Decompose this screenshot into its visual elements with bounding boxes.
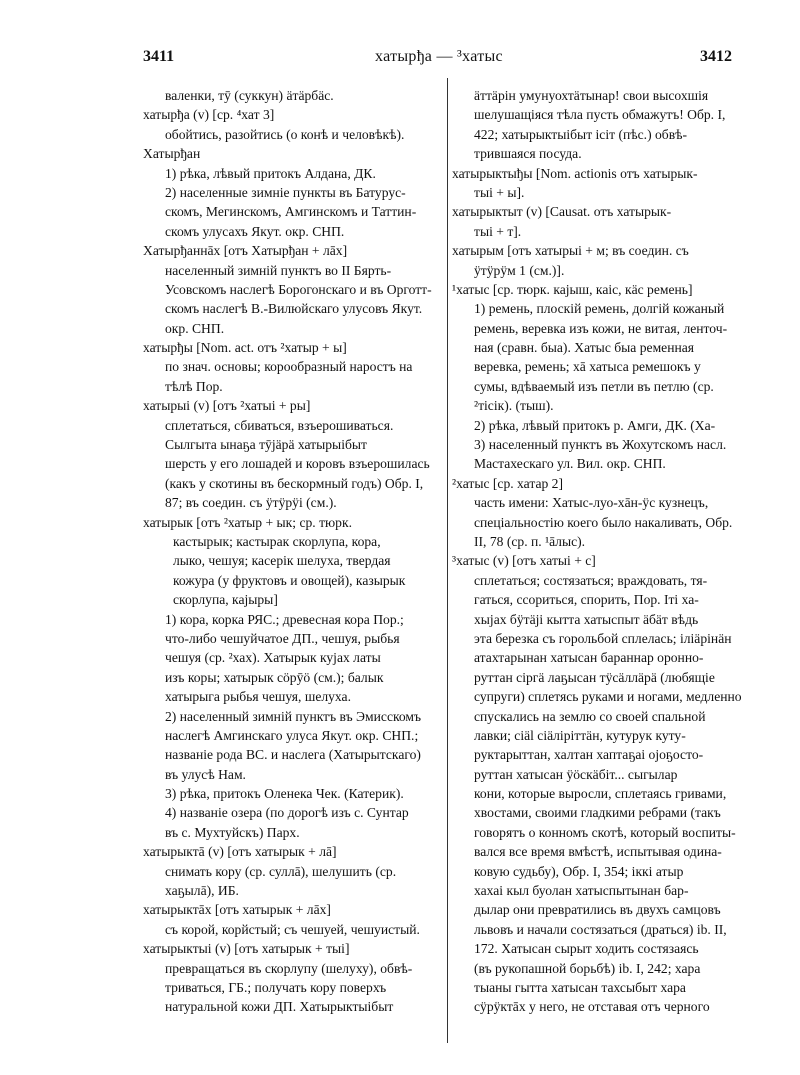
- entry-headword-line: хатырыктыђы [Nom. actionis отъ хатырык-: [452, 165, 698, 181]
- entry-text-line: атахтарынан хатысан бараннар оронно-: [474, 650, 704, 666]
- entry-text-line: по знач. основы; корообразный наростъ на: [165, 359, 413, 375]
- entry-headword-line: Хатырђан: [143, 146, 201, 162]
- entry-text-line: 422; хатырыктыібыт ісіт (пѣс.) обвѣ-: [474, 126, 688, 142]
- entry-text-line: хвостами, своими гладкими ребрами (такъ: [474, 805, 721, 821]
- entry-text-line: (въ рукопашной борьбѣ) ib. I, 242; хара: [474, 960, 701, 976]
- entry-text-line: 2) населенные зимніе пункты въ Батурус-: [165, 184, 406, 200]
- entry-headword-line: хатырђа (v) [ср. ⁴хат 3]: [143, 107, 275, 123]
- entry-text-line: ӱтӱрӱм 1 (см.)].: [474, 262, 565, 278]
- entry-text-line: 2) населенный зимній пунктъ въ Эмисскомъ: [165, 708, 422, 724]
- entry-text-line: руттан хатысан ӱӧскӓбіт... сыгылар: [474, 766, 678, 782]
- entry-text-line: говорятъ о конномъ скотѣ, который воспиты-: [474, 824, 736, 840]
- entry-headword-line: хатырым [отъ хатырыі + м; въ соедин. съ: [452, 243, 689, 259]
- entry-text-line: вался все время вмѣстѣ, испытывая одина-: [474, 844, 722, 860]
- entry-text-line: дылар они превратились въ двухъ самцовъ: [474, 902, 721, 918]
- entry-text-line: львовъ и начали состязаться (драться) ib. II,: [474, 921, 727, 937]
- entry-headword-line: ³хатыс (v) [отъ хатыі + с]: [452, 553, 596, 569]
- entry-text-line: 2) рѣка, лѣвый притокъ р. Амги, ДК. (Ха-: [474, 417, 716, 433]
- entry-text-line: хатырыга рыбья чешуя, шелуха.: [165, 689, 351, 705]
- entry-text-line: спеціальностію коего было накаливать, Обр.: [474, 514, 733, 530]
- entry-text-line: что-либо чешуйчатое ДП., чешуя, рыбья: [165, 630, 400, 646]
- entry-headword-line: хатырыі (v) [отъ ²хатыі + ры]: [143, 398, 311, 414]
- entry-headword-line: хатырыктā (v) [отъ хатырык + лā]: [143, 844, 337, 860]
- entry-text-line: лыко, чешуя; касерік шелуха, твердая: [173, 553, 391, 569]
- entry-text-line: тѣлѣ Пор.: [165, 378, 223, 394]
- page-number-right: 3412: [700, 48, 732, 65]
- entry-text-line: снимать кору (ср. суллā), шелушить (ср.: [165, 863, 397, 879]
- entry-text-line: 1) рѣка, лѣвый притокъ Алдана, ДК.: [165, 165, 376, 181]
- entry-text-line: тыі + т].: [474, 223, 522, 239]
- entry-text-line: хыјах бӱтӓјі кытта хатыспыт ӓбӓт вѣдь: [474, 611, 699, 627]
- entry-text-line: ремень, веревка изъ кожи, не витая, ленточ-: [474, 320, 728, 336]
- entry-text-line: сплетаться; состязаться; враждовать, тя-: [474, 572, 708, 588]
- entry-text-line: изъ коры; хатырык сӧрӯӧ (см.); балык: [165, 669, 384, 685]
- entry-text-line: скомъ наслегѣ В.-Вилюйскаго улусовъ Якут.: [165, 301, 423, 317]
- entry-text-line: трившаяся посуда.: [474, 146, 582, 162]
- entry-text-line: наслегѣ Амгинскаго улуса Якут. окр. СНП.;: [165, 727, 419, 743]
- entry-text-line: ²тісік). (тыш).: [474, 398, 554, 414]
- entry-text-line: окр. СНП.: [165, 320, 225, 336]
- entry-text-line: 87; въ соедин. съ ӱтӱрӱі (см.).: [165, 495, 337, 511]
- entry-text-line: скомъ улусахъ Якут. окр. СНП.: [165, 223, 345, 239]
- entry-text-line: кастырык; кастырак скорлупа, кора,: [173, 533, 381, 549]
- entry-text-line: 3) населенный пунктъ въ Жохутскомъ насл.: [474, 437, 727, 453]
- entry-headword-line: ¹хатыс [ср. тюрк. кајыш, каіс, кӓс ремень]: [452, 281, 693, 297]
- entry-text-line: превращаться въ скорлупу (шелуху), обвѣ-: [165, 960, 413, 976]
- entry-headword-line: хатырыктыі (v) [отъ хатырык + тыі]: [143, 941, 350, 957]
- entry-headword-line: хатырђы [Nom. act. отъ ²хатыр + ы]: [143, 340, 347, 356]
- page-number-left: 3411: [143, 48, 175, 65]
- entry-text-line: часть имени: Хатыс-луо-хāн-ӱс кузнецъ,: [474, 495, 709, 511]
- entry-text-line: 1) кора, корка РЯС.; древесная кора Пор.;: [165, 611, 404, 627]
- column-divider: [447, 78, 448, 1043]
- entry-text-line: скомъ, Мегинскомъ, Амгинскомъ и Таттин-: [165, 204, 417, 220]
- entry-text-line: ӓттӓрін умунуохтӓтынар! свои высохшія: [474, 88, 709, 103]
- entry-text-line: въ улусѣ Нам.: [165, 766, 246, 782]
- entry-headword-line: ²хатыс [ср. хатар 2]: [452, 475, 563, 491]
- entry-text-line: супруги) сплетясь руками и ногами, медленно: [474, 689, 742, 705]
- entry-text-line: II, 78 (ср. п. ¹āлыс).: [474, 533, 586, 549]
- entry-text-line: Мастахескаго ул. Вил. окр. СНП.: [474, 456, 666, 472]
- entry-text-line: 3) рѣка, притокъ Оленека Чек. (Катерик).: [165, 786, 404, 802]
- entry-text-line: гаться, ссориться, спорить, Пор. Іті ха-: [474, 592, 699, 608]
- entry-text-line: триваться, ГБ.; получать кору поверхъ: [165, 979, 387, 995]
- entry-text-line: руттан сіргӓ лаҕысан тӱсӓллӓрӓ (любящіе: [474, 669, 715, 685]
- entry-text-line: Сылгыта ынаҕа тӯјӓрӓ хатырыібыт: [165, 437, 367, 453]
- entry-text-line: лавки; сіӓl сіӓліріттӓн, кутурук куту-: [474, 727, 686, 743]
- entry-text-line: шерсть у его лошадей и коровъ взъерошилась: [165, 456, 430, 472]
- entry-text-line: названіе рода ВС. и наслега (Хатырытскаго): [165, 747, 421, 763]
- entry-headword-line: хатырык [отъ ²хатыр + ык; ср. тюрк.: [143, 514, 352, 530]
- entry-text-line: спускались на землю со своей спальной: [474, 708, 706, 724]
- entry-text-line: Усовскомъ наслегѣ Борогонскаго и въ Орготт-: [165, 281, 432, 297]
- page-header: [0, 48, 800, 78]
- entry-text-line: скорлупа, кајыры]: [173, 592, 278, 608]
- entry-text-line: населенный зимній пунктъ во II Бярть-: [165, 262, 392, 278]
- entry-headword-line: Хатырђаннāх [отъ Хатырђан + лāх]: [143, 243, 348, 259]
- entry-text-line: хахаі кыл буолан хатыспытынан бар-: [474, 883, 689, 899]
- entry-text-line: въ с. Мухтуйскъ) Парх.: [165, 824, 300, 840]
- entry-text-line: обойтись, разойтись (о конѣ и человѣкѣ).: [165, 126, 405, 142]
- entry-text-line: кони, которые выросли, сплетаясь гривами,: [474, 786, 727, 802]
- entry-text-line: шелушащіяся тѣла пусть обмажутъ! Обр. I,: [474, 107, 726, 123]
- entry-text-line: натуральной кожи ДП. Хатырыктыібыт: [165, 999, 394, 1015]
- entry-text-line: (какъ у скотины въ бескормный годъ) Обр. I,: [165, 475, 424, 491]
- entry-text-line: сумы, вдѣваемый изъ петли въ петлю (ср.: [474, 378, 714, 394]
- entry-headword-line: хатырыктыт (v) [Causat. отъ хатырык-: [452, 204, 672, 220]
- entry-text-line: тыі + ы].: [474, 184, 525, 200]
- entry-text-line: 1) ремень, плоскій ремень, долгій кожаный: [474, 301, 725, 317]
- left-column: [143, 86, 439, 1017]
- entry-headword-line: хатырыктāх [отъ хатырык + лāх]: [143, 902, 331, 918]
- entry-text-line: веревка, ремень; хā хатыса ремешокъ у: [474, 359, 701, 375]
- entry-text-line: эта березка съ горольбой сплелась; іліӓрінӓн: [474, 630, 732, 646]
- entry-text-line: чешуя (ср. ²хах). Хатырык кујах латы: [165, 650, 381, 666]
- running-head: хатырђа — ³хатыс: [375, 48, 503, 65]
- entry-text-line: сплетаться, сбиваться, взъерошиваться.: [165, 417, 394, 433]
- entry-text-line: хаҕылā), ИБ.: [165, 883, 239, 899]
- entry-text-line: руктарыттан, халтан хаптаҕаі ојоҕосто-: [474, 747, 704, 763]
- entry-text-line: тыаны гытта хатысан тахсыбыт хара: [474, 979, 686, 995]
- entry-text-line: съ корой, корйстый; съ чешуей, чешуистый.: [165, 921, 420, 937]
- entry-text-line: ковую судьбу), Обр. I, 354; іккі атыр: [474, 863, 684, 879]
- entry-text-line: сӱрӱктāх у него, не отставая отъ черного: [474, 999, 710, 1015]
- entry-text-line: кожура (у фруктовъ и овощей), казырык: [173, 572, 406, 588]
- entry-text-line: ная (сравн. быа). Хатыс быа ременная: [474, 340, 695, 356]
- right-column: [452, 86, 752, 1017]
- entry-text-line: 4) названіе озера (по дорогѣ изъ с. Сунтар: [165, 805, 409, 821]
- entry-text-line: валенки, тӯ (суккун) ӓтӓрбӓс.: [165, 88, 334, 103]
- entry-text-line: 172. Хатысан сырыт ходить состязаясь: [474, 941, 699, 957]
